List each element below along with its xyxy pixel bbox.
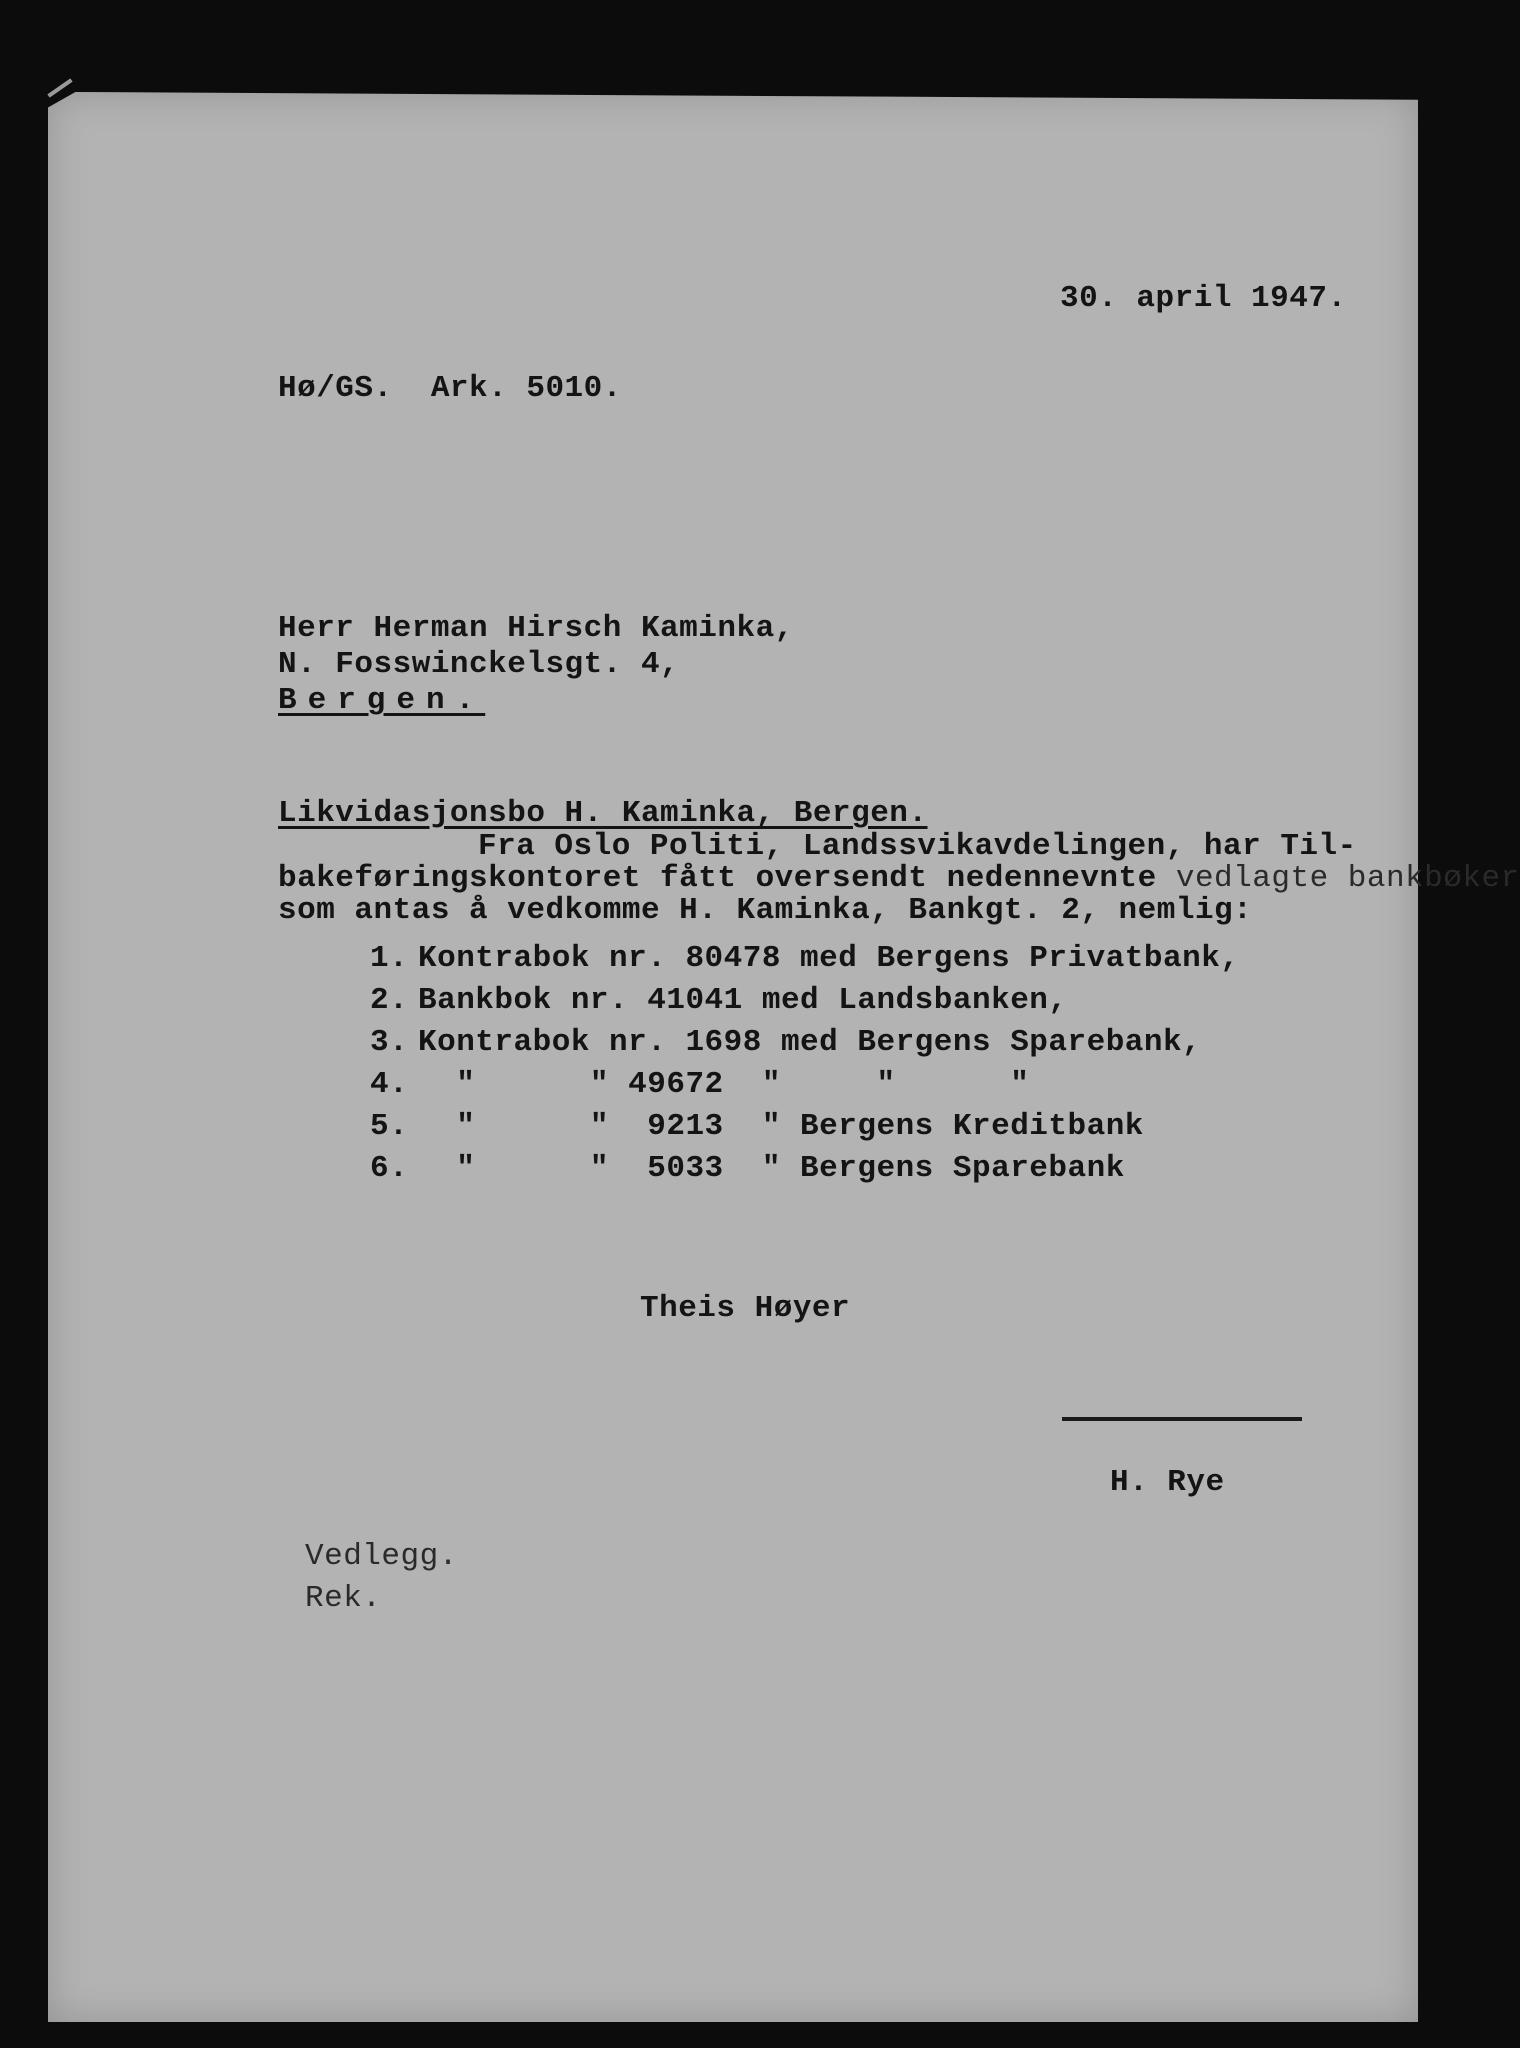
list-item-number: 1. [370,941,409,976]
body-line-2-typed: bakeføringskontoret fått oversendt nedennevnte [278,861,1176,896]
list-item-text: Kontrabok nr. 1698 med Bergens Sparebank, [418,1025,1202,1060]
list-item-text: " " 49672 " " " [418,1067,1030,1102]
list-item-number: 6. [370,1151,409,1186]
list-item-text: Bankbok nr. 41041 med Landsbanken, [418,983,1068,1018]
signature-line [1062,1417,1302,1421]
body-line-3: som antas å vedkomme H. Kaminka, Bankgt. 2, nemlig: [278,893,1253,928]
list-item-text: Kontrabok nr. 80478 med Bergens Privatbank, [418,941,1240,976]
list-item [370,982,1270,1022]
list-item [370,940,1270,980]
registered-note: Rek. [305,1581,382,1616]
signatory-name: H. Rye [1110,1465,1225,1500]
list-item [370,1066,1270,1106]
recipient-name: Herr Herman Hirsch Kaminka, [278,611,794,646]
typed-signature: Theis Høyer [640,1291,851,1326]
list-item [370,1024,1270,1064]
recipient-city: Bergen. [278,683,486,718]
letter-date: 30. april 1947. [1060,281,1347,316]
body-line-2-insert: vedlagte bankbøker [1175,861,1520,896]
paper-corner-mark [47,78,72,97]
reference-line: Hø/GS. Ark. 5010. [278,371,622,406]
list-item [370,1150,1270,1190]
list-item-number: 3. [370,1025,409,1060]
list-item-number: 4. [370,1067,409,1102]
list-item [370,1108,1270,1148]
subject-line: Likvidasjonsbo H. Kaminka, Bergen. [278,796,928,831]
enclosure-note: Vedlegg. [305,1539,458,1574]
list-item-number: 2. [370,983,409,1018]
list-item-number: 5. [370,1109,409,1144]
body-line-1: Fra Oslo Politi, Landssvikavdelingen, har Til- [478,829,1357,864]
list-item-text: " " 5033 " Bergens Sparebank [418,1151,1125,1186]
recipient-street: N. Fosswinckelsgt. 4, [278,647,680,682]
list-item-text: " " 9213 " Bergens Kreditbank [418,1109,1144,1144]
